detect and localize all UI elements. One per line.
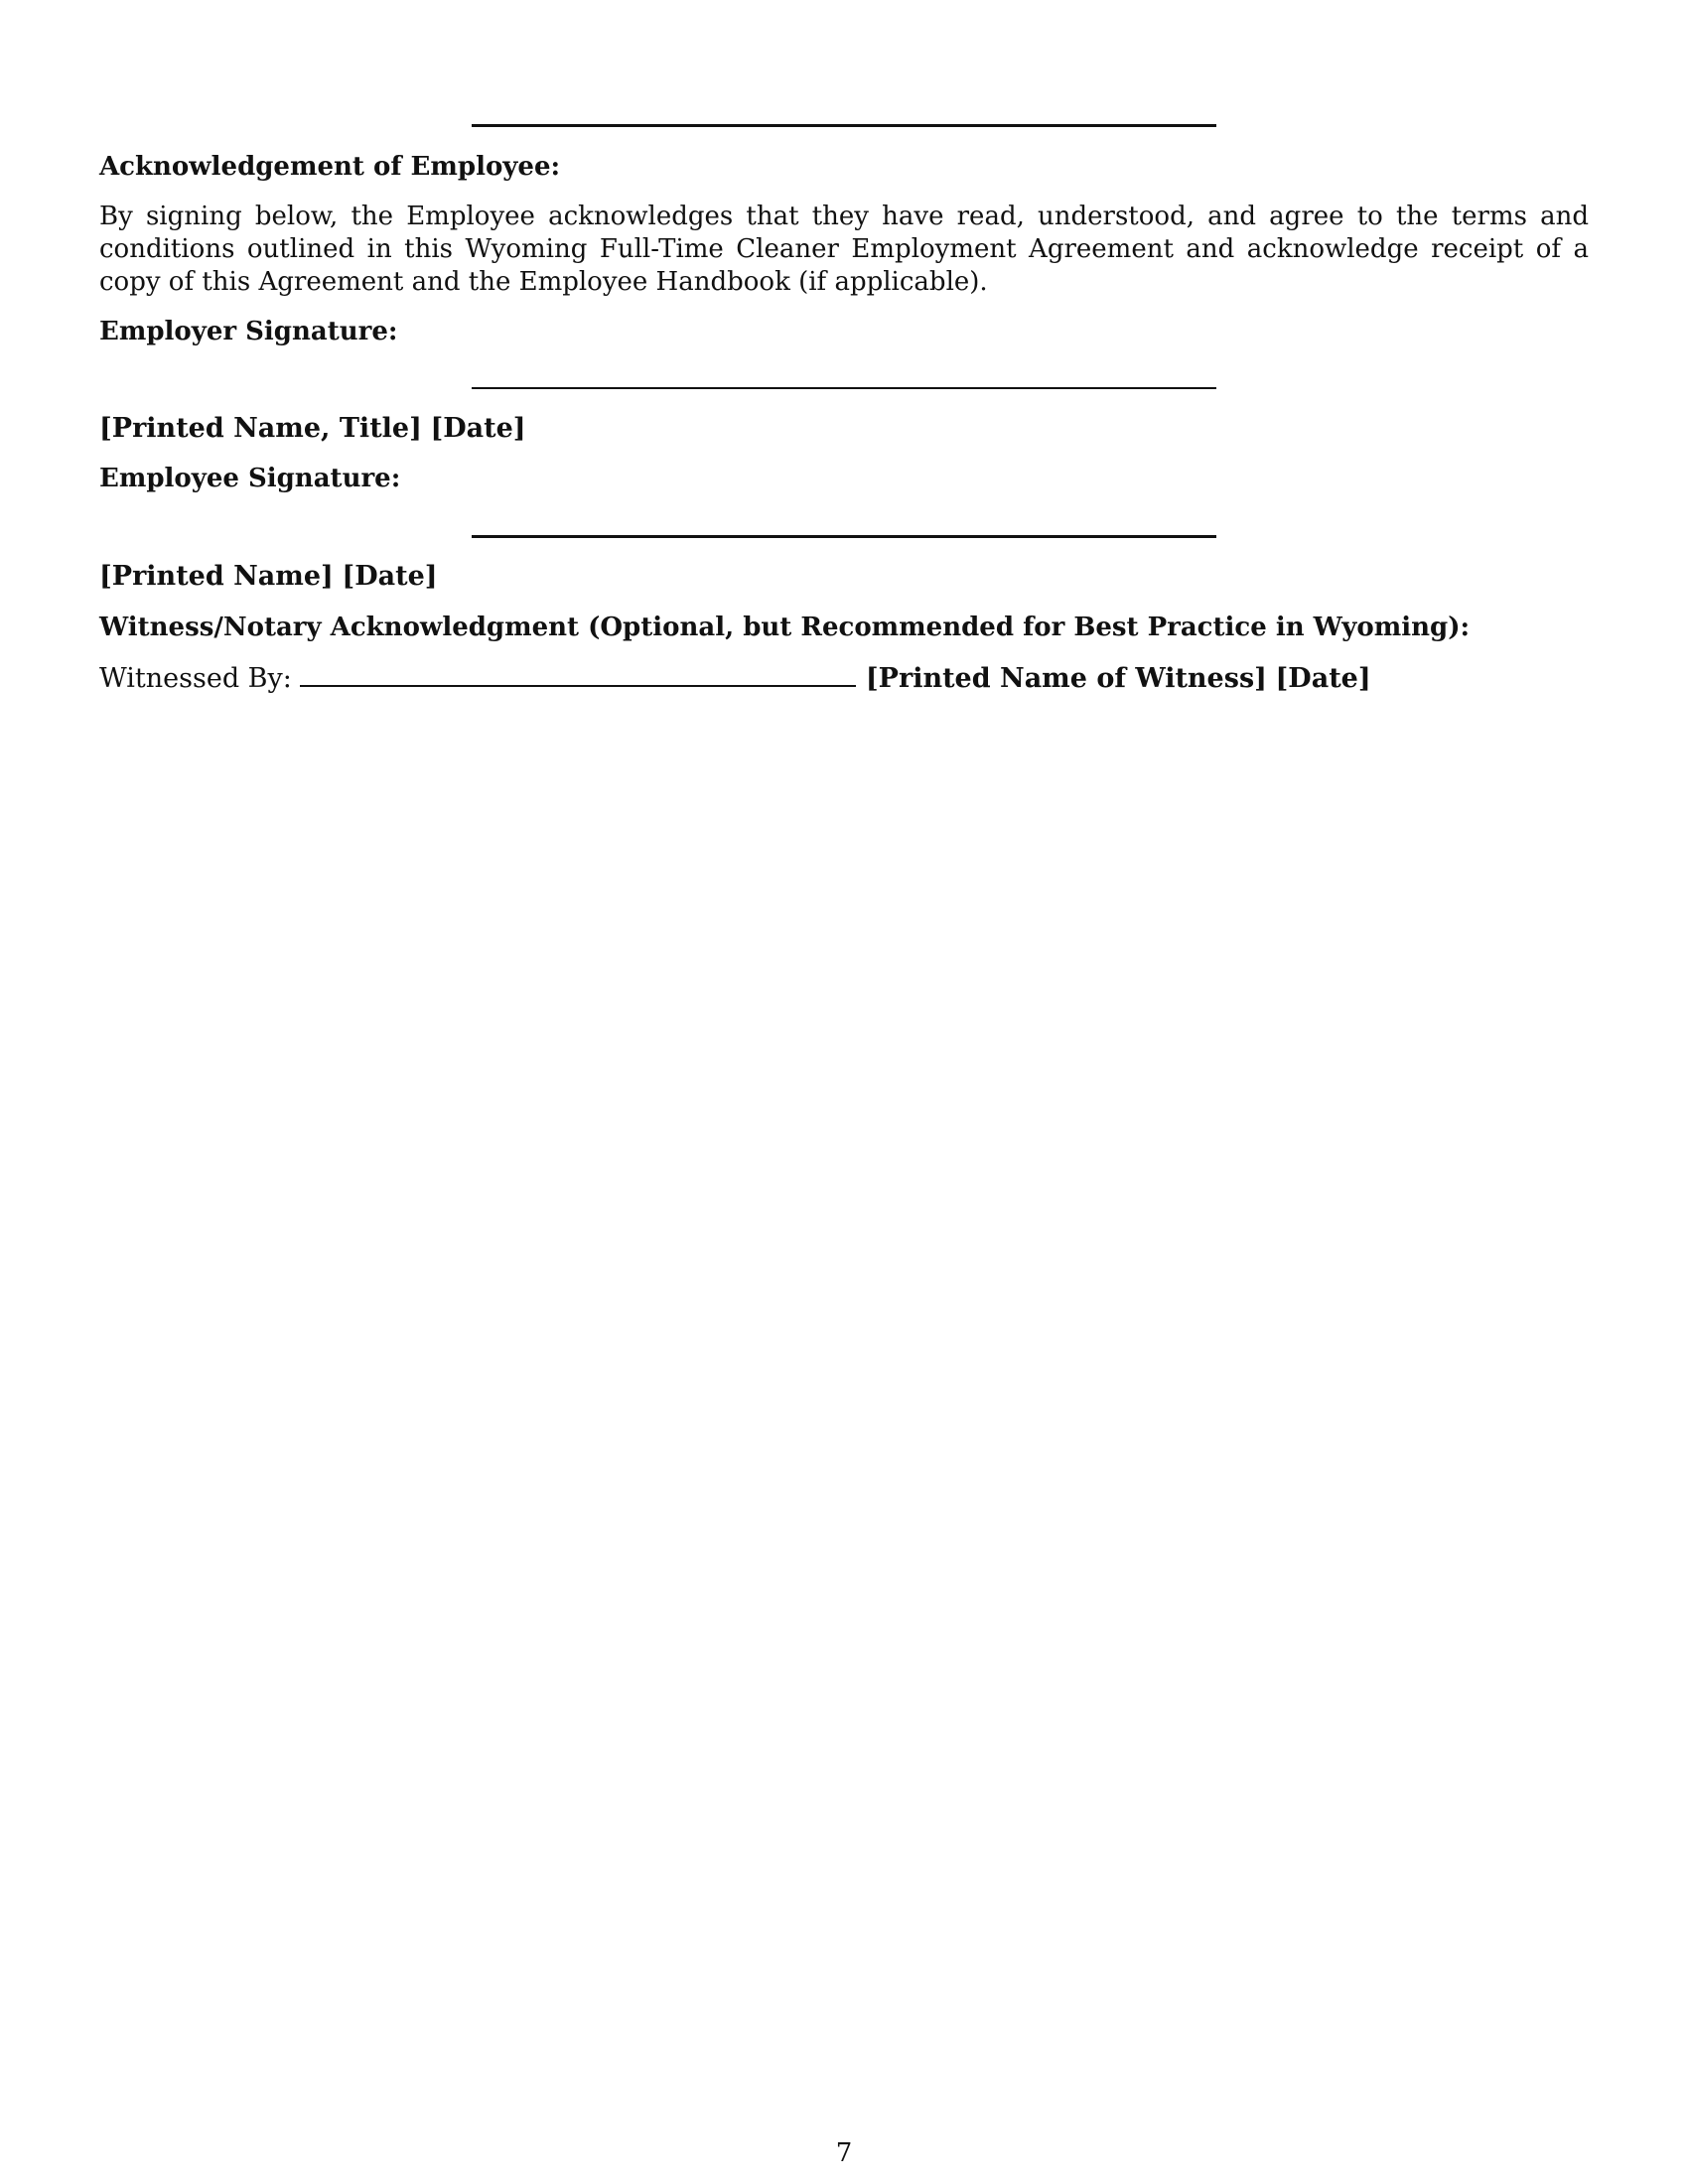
witness-line [99, 661, 1371, 695]
employer-signature-line[interactable] [472, 387, 1216, 389]
employee-printed-name-line [99, 561, 438, 593]
employer-date: [Date] [430, 413, 526, 444]
top-signature-line [472, 124, 1216, 127]
employer-signature-label: Employer Signature: [99, 317, 398, 346]
employee-printed-name: [Printed Name] [99, 561, 334, 592]
witnessed-by-label: Witnessed By: [99, 663, 292, 694]
employee-date: [Date] [342, 561, 438, 592]
page-number: 7 [835, 2138, 853, 2168]
acknowledgement-body: By signing below, the Employee acknowledges that they have read, understood, and agree to the terms and conditions outlined in this Wyoming Full-Time Cleaner Employment Agreement and acknowledge receipt of a copy of this Agreement and the Employee Handbook (if applicable). [99, 202, 1589, 297]
witness-signature-blank[interactable] [300, 661, 856, 687]
employee-signature-label: Employee Signature: [99, 464, 401, 493]
witness-date: [Date] [1275, 663, 1371, 694]
witness-heading: Witness/Notary Acknowledgment (Optional, but Recommended for Best Practice in Wyoming): [99, 613, 1471, 642]
employer-printed-name: [Printed Name, Title] [99, 413, 422, 444]
acknowledgement-heading: Acknowledgement of Employee: [99, 152, 561, 182]
employee-signature-line[interactable] [472, 535, 1216, 538]
witness-printed-name: [Printed Name of Witness] [865, 663, 1267, 694]
employer-printed-name-line [99, 413, 526, 445]
